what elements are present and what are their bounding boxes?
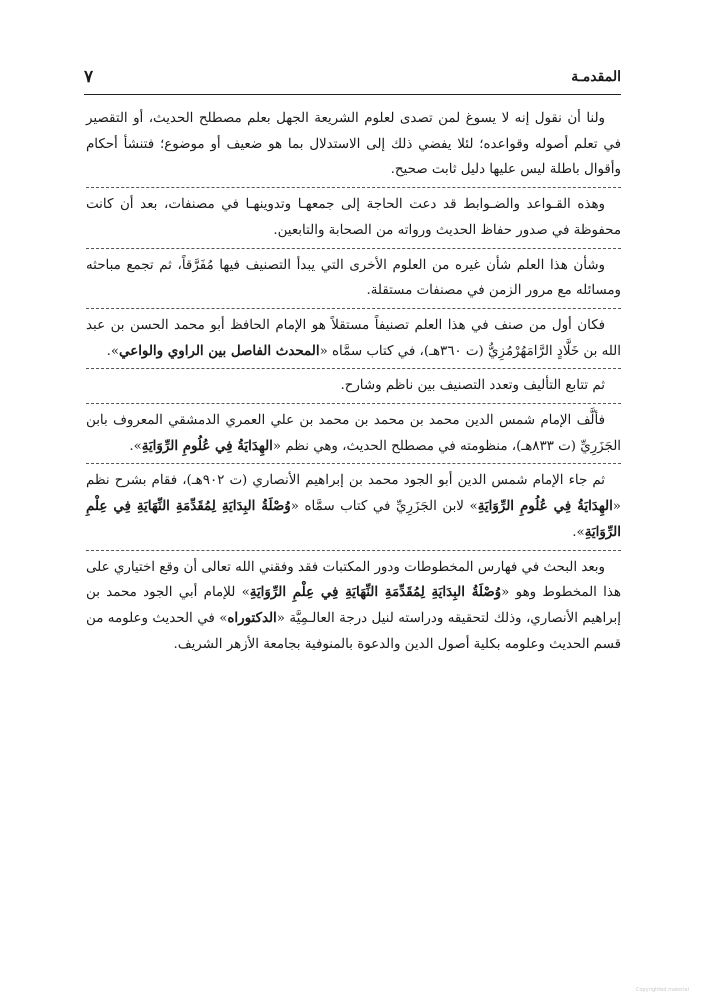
text-segment: فألَّف الإمام شمس الدين محمد بن محمد بن محمد بن علي العمري الدمشقي المعروف بابن الجَزَرِيِّ (ت ٨٣٣هـ)، منظومته في مصطلح الحديث، وهي نظم «: [86, 413, 621, 454]
paragraph: [86, 463, 621, 549]
bold-title: الهِدَايَةُ فِي عُلُومِ الرِّوَايَةِ: [477, 498, 613, 515]
paragraph: [86, 403, 621, 463]
page-number: ٧: [84, 67, 94, 87]
text-segment: » للإمام أبي الجود محمد بن إبراهيم الأنصاري، وذلك لتحقيقه ودراسته لنيل درجة العالـمِيَّة «: [86, 585, 621, 626]
bold-title: المحدث الفاصل بين الراوي والواعي: [119, 342, 320, 359]
text-segment: ».: [572, 524, 585, 540]
text-segment: » لابن الجَزَرِيِّ في كتاب سمَّاه «: [290, 499, 478, 515]
page-header: [84, 64, 621, 95]
text-segment: ».: [129, 438, 142, 454]
text-segment: وهذه القـواعد والضـوابط قد دعت الحاجة إلى جمعهـا وتدوينهـا في مصنفات، بعد أن كانت محفوظة في صدور حفاظ الحديث ورواته من الصحابة والتابعين.: [86, 197, 621, 238]
paragraph: [86, 102, 621, 187]
paragraph: [86, 187, 621, 247]
text-segment: ولنا أن نقول إنه لا يسوغ لمن تصدى لعلوم الشريعة الجهل بعلم مصطلح الحديث، أو التقصير في تعلم أصوله وقواعده؛ لئلا يفضي ذلك إلى الاستدلال بما هو ضعيف أو موضوع؛ فتنشأ أحكام وأقوال باطلة ليس عليها دليل ثابت صحيح.: [86, 111, 621, 178]
text-segment: ثم تتابع التأليف وتعدد التصنيف بين ناظم وشارح.: [340, 378, 605, 394]
paragraph: [86, 308, 621, 368]
paragraph: [86, 368, 621, 403]
text-segment: » في الحديث وعلومه من قسم الحديث وعلومه بكلية أصول الدين والدعوة بالمنوفية بجامعة الأزهر الشريف.: [86, 610, 621, 652]
bold-title: وُصْلَةُ البِدَايَةِ لِمُقَدِّمَةِ النِّهَايَةِ فِي عِلْمِ الرِّوَايَةِ: [249, 584, 502, 601]
text-segment: وشأن هذا العلم شأن غيره من العلوم الأخرى التي يبدأ التصنيف فيها مُفَرَّقاً، ثم تجمع مباحثه ومسائله مع مرور الزمن في مصنفات مستقلة.: [86, 257, 621, 299]
chapter-title: المقدمـة: [571, 69, 621, 85]
text-segment: فكان أول من صنف في هذا العلم تصنيفاً مستقلاً هو الإمام الحافظ أبو محمد الحسن بن عبد الله بن خَلَّادٍ الرَّامَهُرْمُزِيُّ (ت ٣٦٠هـ)، في كتاب سمَّاه «: [86, 317, 621, 359]
text-segment: ».: [106, 343, 120, 359]
bold-title: الهِدَايَةُ فِي عُلُومِ الرِّوَايَةِ: [141, 437, 273, 454]
page-body: [86, 102, 621, 661]
paragraph: [86, 550, 621, 662]
bold-title: وُصْلَةُ البِدَايَةِ لِمُقَدِّمَةِ النِّهَايَةِ فِي عِلْمِ الرِّوَايَةِ: [86, 498, 621, 540]
text-segment: وبعد البحث في فهارس المخطوطات ودور المكتبات فقد وفقني الله تعالى أن وقع اختياري على هذا المخطوط وهو «: [86, 559, 621, 601]
paragraph: [86, 248, 621, 308]
text-segment: ثم جاء الإمام شمس الدين أبو الجود محمد بن إبراهيم الأنصاري (ت ٩٠٢هـ)، فقام بشرح نظم «: [86, 473, 621, 515]
bold-title: الدكتوراه: [227, 609, 277, 626]
copyright-watermark: Copyrighted material: [635, 987, 689, 993]
